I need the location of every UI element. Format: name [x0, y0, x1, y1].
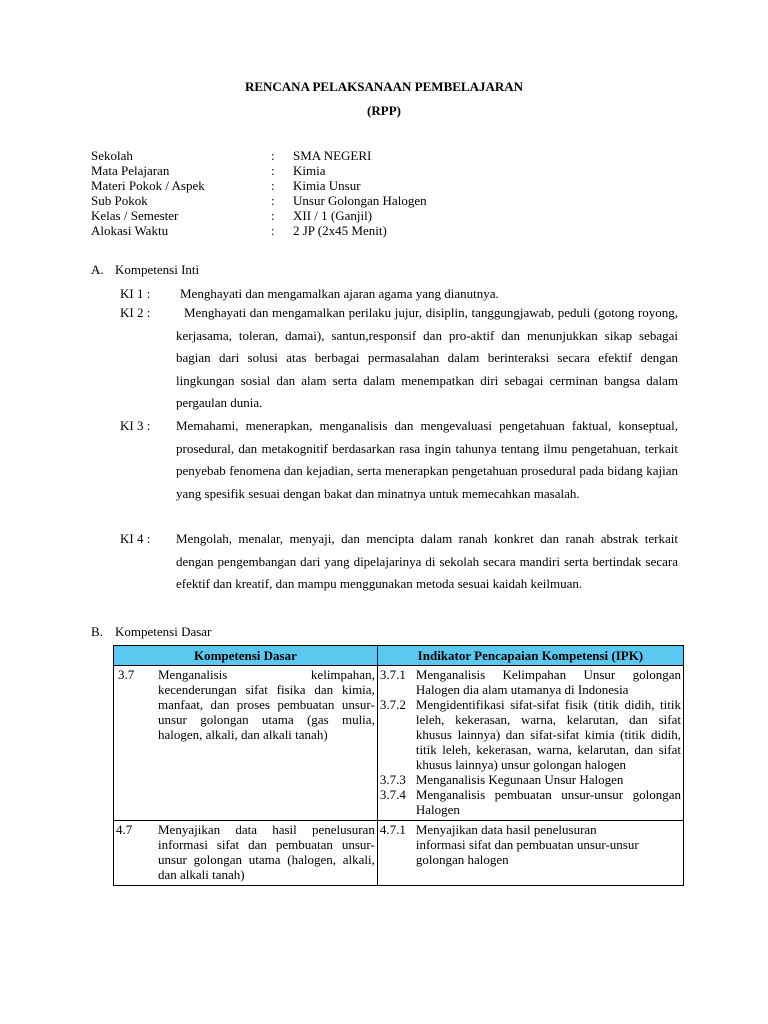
section-letter: A. — [91, 262, 104, 277]
ki-label: KI 2 : — [120, 305, 151, 320]
identity-colon: : — [271, 223, 275, 238]
identity-colon: : — [271, 163, 275, 178]
ki-label: KI 3 : — [120, 418, 151, 433]
section-letter: B. — [91, 624, 103, 639]
identity-value: Kimia Unsur — [293, 178, 361, 193]
ipk-item — [380, 697, 681, 772]
identity-colon: : — [271, 148, 275, 163]
identity-value: XII / 1 (Ganjil) — [293, 208, 373, 223]
identity-label: Materi Pokok / Aspek — [91, 178, 205, 193]
identity-label: Mata Pelajaran — [91, 163, 170, 178]
identity-colon: : — [271, 208, 275, 223]
identity-value: 2 JP (2x45 Menit) — [293, 223, 387, 238]
ki-3 — [120, 415, 678, 505]
identity-label: Sekolah — [91, 148, 133, 163]
ipk-number: 3.7.3 — [379, 772, 406, 787]
ipk-item — [380, 772, 681, 787]
table-row — [114, 666, 684, 821]
ipk-cell — [377, 666, 683, 821]
ki-label: KI 4 : — [120, 531, 151, 546]
document-title: RENCANA PELAKSANAAN PEMBELAJARAN — [244, 79, 524, 94]
identity-value: SMA NEGERI — [293, 148, 372, 163]
ki-label: KI 1 : — [120, 286, 151, 301]
ipk-cell — [377, 821, 683, 886]
kd-number: 3.7 — [118, 667, 135, 682]
ipk-text: Menganalisis Kelimpahan Unsur golongan Halogen dia alam utamanya di Indonesia — [415, 667, 681, 697]
identity-value: Unsur Golongan Halogen — [293, 193, 427, 208]
ipk-number: 4.7.1 — [379, 822, 406, 837]
column-header-kd: Kompetensi Dasar — [114, 646, 378, 666]
ipk-item — [380, 822, 681, 867]
ipk-item — [380, 667, 681, 697]
ki-text: Menghayati dan mengamalkan ajaran agama yang dianutnya. — [180, 286, 499, 301]
identity-label: Alokasi Waktu — [91, 223, 169, 238]
ki-4 — [120, 528, 678, 596]
ki-text: Mengolah, menalar, menyaji, dan mencipta dalam ranah konkret dan ranah abstrak terkait dengan pengembangan dari yang dipelajarinya di sekolah secara mandiri serta bertindak secara efektif dan kreatif, dan mampu menggunakan metoda sesuai kaidah keilmuan. — [176, 531, 678, 592]
identity-label: Kelas / Semester — [91, 208, 179, 223]
ipk-text: Mengidentifikasi sifat-sifat fisik (titik didih, titik leleh, kekerasan, warna, kelarutan, dan sifat khusus lainnya) dan sifat-sifat kimia (titik didih, titik leleh, kekerasan, warna, kelarutan, dan sifat khusus lainnya) unsur golongan halogen — [415, 697, 681, 772]
table-row — [114, 821, 684, 886]
identity-colon: : — [271, 193, 275, 208]
section-title: Kompetensi Dasar — [115, 624, 212, 639]
identity-label: Sub Pokok — [91, 193, 148, 208]
kd-text: Menganalisis kelimpahan, kecenderungan sifat fisika dan kimia, manfaat, dan proses pembuatan unsur-unsur golongan utama (gas mulia, halogen, alkali, dan alkali tanah) — [158, 667, 375, 742]
ipk-number: 3.7.1 — [379, 667, 406, 682]
kompetensi-dasar-table — [113, 645, 684, 886]
ipk-number: 3.7.2 — [379, 697, 406, 712]
column-header-ipk: Indikator Pencapaian Kompetensi (IPK) — [377, 646, 683, 666]
ipk-text: Menganalisis pembuatan unsur-unsur golongan Halogen — [415, 787, 681, 817]
identity-colon: : — [271, 178, 275, 193]
ipk-text: Menyajikan data hasil penelusuran informasi sifat dan pembuatan unsur-unsur golongan halogen — [415, 822, 639, 867]
kd-item — [116, 667, 375, 742]
ki-2 — [120, 302, 678, 415]
identity-value: Kimia — [293, 163, 326, 178]
ki-text: Menghayati dan mengamalkan perilaku jujur, disiplin, tanggungjawab, peduli (gotong royong, kerjasama, toleran, damai), santun,responsif dan pro-aktif dan menunjukkan sikap sebagai bagian dari solusi atas berbagai permasalahan dalam berinteraksi secara efektif dengan lingkungan sosial dan alam serta dalam menempatkan diri sebagai cerminan bangsa dalam pergaulan dunia. — [176, 305, 678, 411]
document-subtitle: (RPP) — [367, 103, 401, 118]
kd-cell — [114, 821, 378, 886]
ipk-text: Menganalisis Kegunaan Unsur Halogen — [415, 772, 624, 787]
kd-cell — [114, 666, 378, 821]
section-b-heading — [91, 624, 211, 640]
kd-item — [116, 822, 375, 882]
ki-text: Memahami, menerapkan, menganalisis dan mengevaluasi pengetahuan faktual, konseptual, prosedural, dan metakognitif berdasarkan rasa ingin tahunya tentang ilmu pengetahuan, terkait penyebab fenomena dan kejadian, serta menerapkan pengetahuan prosedural pada bidang kajian yang spesifik sesuai dengan bakat dan minatnya untuk memecahkan masalah. — [176, 418, 678, 501]
section-title: Kompetensi Inti — [115, 262, 200, 277]
kd-text: Menyajikan data hasil penelusuran informasi sifat dan pembuatan unsur-unsur golongan utama (halogen, alkali, dan alkali tanah) — [158, 822, 375, 882]
table-header-row — [114, 646, 684, 666]
ipk-number: 3.7.4 — [379, 787, 406, 802]
section-a-heading — [91, 262, 199, 278]
ipk-item — [380, 787, 681, 817]
kd-number: 4.7 — [116, 822, 133, 837]
